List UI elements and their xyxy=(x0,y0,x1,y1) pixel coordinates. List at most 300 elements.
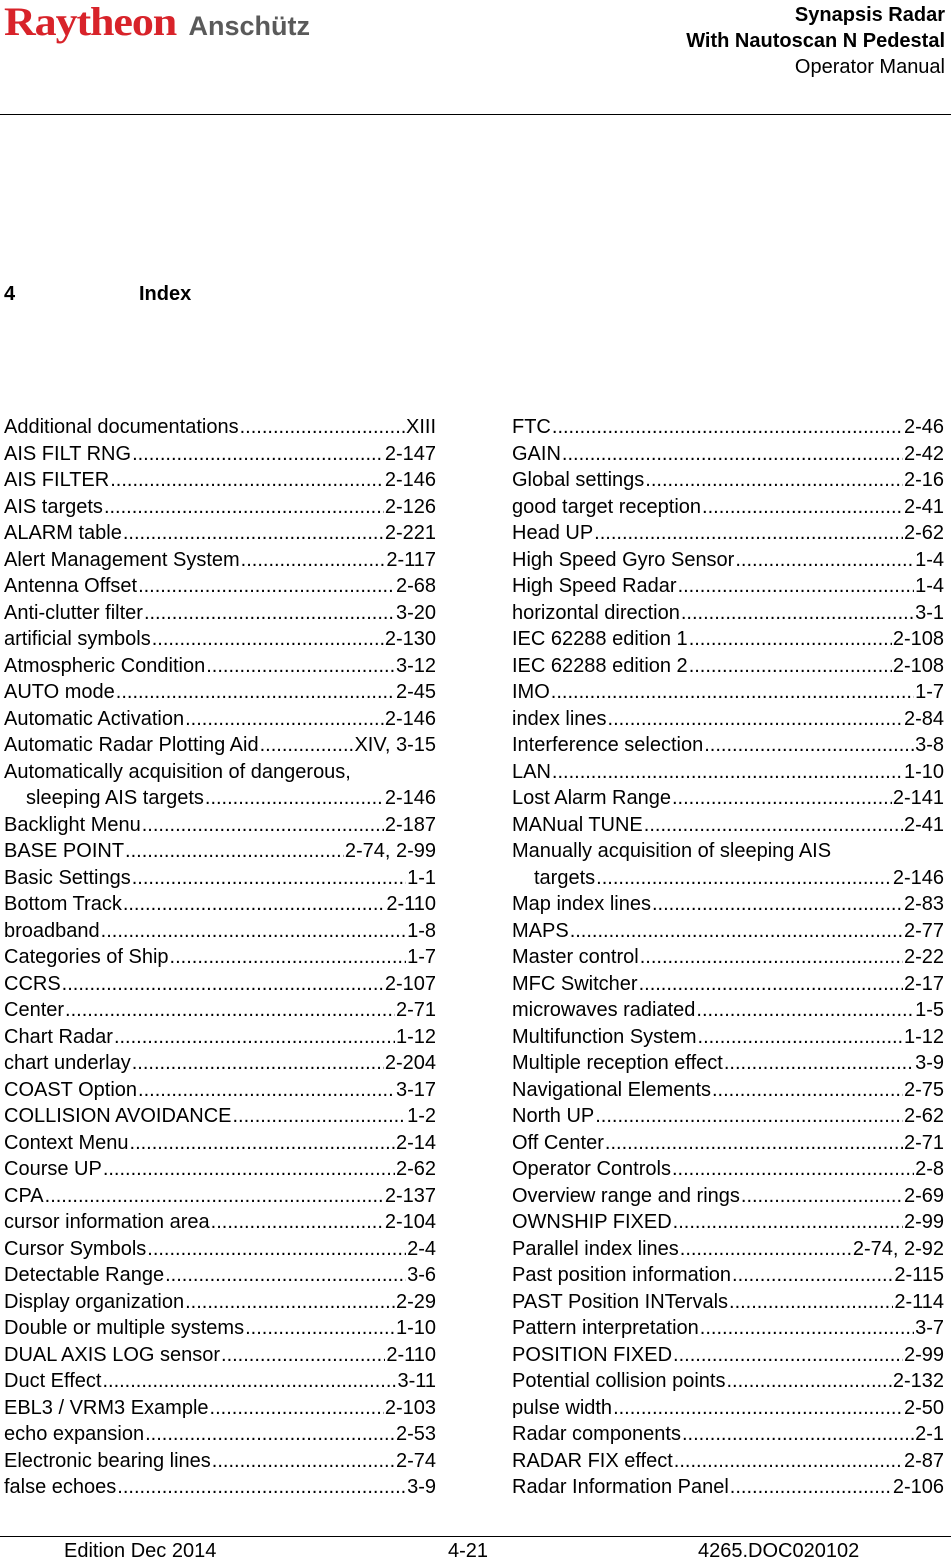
index-entry-term: index lines xyxy=(512,707,607,730)
dot-leader xyxy=(735,547,914,574)
index-entry-term: CCRS xyxy=(4,972,61,995)
index-entry-term: horizontal direction xyxy=(512,601,680,624)
index-entry xyxy=(512,1448,944,1475)
index-entry xyxy=(4,812,436,839)
index-entry-page: 2-83 xyxy=(903,893,944,915)
index-entry-page: 2-42 xyxy=(903,442,944,465)
dot-leader xyxy=(724,1050,914,1077)
index-entry-term: Cursor Symbols xyxy=(4,1237,147,1260)
index-entry xyxy=(512,1156,944,1183)
index-entry xyxy=(4,1156,436,1183)
dot-leader xyxy=(640,944,903,971)
index-entry xyxy=(512,812,944,839)
dot-leader xyxy=(672,785,892,812)
index-entry xyxy=(4,1183,436,1210)
index-entry xyxy=(512,865,944,892)
index-entry xyxy=(4,600,436,627)
index-entry xyxy=(512,1395,944,1422)
dot-leader xyxy=(595,1103,903,1130)
index-entry xyxy=(4,626,436,653)
index-entry xyxy=(4,679,436,706)
dot-leader xyxy=(552,414,903,441)
index-entry xyxy=(4,1395,436,1422)
index-entry xyxy=(512,1209,944,1236)
header-divider xyxy=(0,114,951,115)
index-entry xyxy=(4,1050,436,1077)
dot-leader xyxy=(170,944,407,971)
index-entry-term: AIS FILT RNG xyxy=(4,442,132,465)
document-title: Synapsis Radar xyxy=(794,4,945,26)
brand-logo xyxy=(4,0,310,44)
index-entry-term: Parallel index lines xyxy=(512,1237,679,1260)
index-entry-page: 2-29 xyxy=(395,1290,436,1313)
dot-leader xyxy=(104,494,384,521)
index-entry-term: pulse width xyxy=(512,1396,613,1419)
dot-leader xyxy=(211,1209,384,1236)
index-entry xyxy=(4,653,436,680)
index-entry-term: Potential collision points xyxy=(512,1370,726,1392)
index-entry-term: FTC xyxy=(512,416,551,438)
dot-leader xyxy=(672,1156,914,1183)
index-entry-term: Radar Information Panel xyxy=(512,1476,729,1498)
index-entry-term: North UP xyxy=(512,1105,595,1127)
dot-leader xyxy=(570,918,903,945)
dot-leader xyxy=(240,414,405,441)
index-entry-page: 2-146 xyxy=(892,866,944,889)
index-entry-term: MANual TUNE xyxy=(512,813,643,836)
index-entry xyxy=(512,1130,944,1157)
dot-leader xyxy=(644,812,903,839)
index-entry xyxy=(4,1421,436,1448)
dot-leader xyxy=(232,1103,406,1130)
index-entry-term: IEC 62288 edition 1 xyxy=(512,628,688,650)
dot-leader xyxy=(62,971,384,998)
index-entry-page: 3-6 xyxy=(407,1264,436,1286)
index-entry-page: 2-107 xyxy=(384,972,436,995)
index-entry xyxy=(4,414,436,441)
index-entry-page: 2-108 xyxy=(892,628,944,650)
index-entry xyxy=(512,414,944,441)
index-entry-page: 2-1 xyxy=(915,1423,944,1445)
dot-leader xyxy=(114,1024,395,1051)
index-entry-page: 3-11 xyxy=(397,1370,436,1392)
index-entry-term: Duct Effect xyxy=(4,1370,102,1392)
index-entry-page: 1-8 xyxy=(407,919,436,942)
index-entry-page: 2-147 xyxy=(384,442,436,465)
index-entry-term: Antenna Offset xyxy=(4,575,138,597)
dot-leader xyxy=(221,1342,385,1369)
dot-leader xyxy=(116,679,395,706)
chapter-title: Index xyxy=(139,283,192,305)
dot-leader xyxy=(210,1395,384,1422)
index-entry-page: 2-62 xyxy=(903,1105,944,1127)
index-entry xyxy=(512,679,944,706)
dot-leader xyxy=(132,441,384,468)
index-entry-page: 2-103 xyxy=(384,1396,436,1419)
index-entry xyxy=(4,997,436,1024)
dot-leader xyxy=(103,1156,395,1183)
index-entry-term: MFC Switcher xyxy=(512,972,638,995)
index-entry-term: targets xyxy=(534,866,596,889)
footer-edition: Edition Dec 2014 xyxy=(64,1540,217,1562)
index-entry-term: Electronic bearing lines xyxy=(4,1449,211,1472)
index-entry-page: 1-5 xyxy=(915,999,944,1021)
index-entry-term: Lost Alarm Range xyxy=(512,787,671,809)
index-entry-term: Course UP xyxy=(4,1158,102,1180)
dot-leader xyxy=(110,467,384,494)
index-entry xyxy=(4,547,436,574)
index-entry-term: COLLISION AVOIDANCE xyxy=(4,1105,232,1127)
index-entry-page: 3-20 xyxy=(395,601,436,624)
index-entry-term: Interference selection xyxy=(512,734,704,756)
index-entry xyxy=(4,1103,436,1130)
index-entry xyxy=(512,971,944,998)
index-entry-term: Atmospheric Condition xyxy=(4,654,206,677)
index-entry-term: Bottom Track xyxy=(4,893,122,915)
index-entry-term: ALARM table xyxy=(4,522,122,544)
index-entry-page: 2-53 xyxy=(395,1423,436,1445)
index-entry xyxy=(4,494,436,521)
index-entry-page: 2-132 xyxy=(892,1370,944,1392)
index-entry-page: 2-130 xyxy=(384,628,436,650)
index-entry-term: broadband xyxy=(4,919,100,942)
index-entry xyxy=(512,997,944,1024)
index-entry-page: 2-71 xyxy=(903,1131,944,1154)
dot-leader xyxy=(551,679,914,706)
dot-leader xyxy=(562,441,903,468)
index-entry xyxy=(512,1368,944,1395)
index-entry-page: 2-71 xyxy=(395,999,436,1021)
index-entry-page: 2-77 xyxy=(903,919,944,942)
dot-leader xyxy=(212,1448,395,1475)
index-entry xyxy=(512,1315,944,1342)
index-entry-page: 3-8 xyxy=(915,734,944,756)
index-entry-page: 2-108 xyxy=(892,654,944,677)
dot-leader xyxy=(185,1289,395,1316)
index-entry xyxy=(4,1315,436,1342)
index-entry-term: IEC 62288 edition 2 xyxy=(512,654,688,677)
index-entry-page: 2-126 xyxy=(384,495,436,518)
dot-leader xyxy=(702,494,903,521)
dot-leader xyxy=(726,1368,891,1395)
dot-leader xyxy=(741,1183,903,1210)
index-entry xyxy=(512,1103,944,1130)
index-entry-term: Navigational Elements xyxy=(512,1078,711,1101)
index-entry xyxy=(4,1474,436,1501)
index-entry-term: microwaves radiated xyxy=(512,999,696,1021)
index-entry-page: 2-137 xyxy=(384,1184,436,1207)
dot-leader xyxy=(704,732,914,759)
chapter-number: 4 xyxy=(4,283,16,305)
index-entry-page: 2-187 xyxy=(384,813,436,836)
index-entry xyxy=(4,1024,436,1051)
index-entry-term: Global settings xyxy=(512,469,645,491)
dot-leader xyxy=(552,759,903,786)
index-entry xyxy=(4,918,436,945)
brand-name: Raytheon xyxy=(4,0,177,44)
index-entry xyxy=(512,1474,944,1501)
index-entry-term: IMO xyxy=(512,681,550,703)
index-entry xyxy=(4,865,436,892)
index-entry-term: artificial symbols xyxy=(4,628,151,650)
index-entry-term: Alert Management System xyxy=(4,548,240,571)
index-entry-page: 2-17 xyxy=(903,972,944,995)
index-entry xyxy=(512,520,944,547)
dot-leader xyxy=(729,1289,893,1316)
index-entry-term: Display organization xyxy=(4,1290,185,1313)
index-entry-term: Detectable Range xyxy=(4,1264,165,1286)
index-entry-page: 2-22 xyxy=(903,946,944,968)
index-entry xyxy=(4,1262,436,1289)
index-entry-page: 2-99 xyxy=(903,1211,944,1233)
footer-page-number: 4-21 xyxy=(448,1540,489,1562)
document-type: Operator Manual xyxy=(794,56,945,78)
index-entry-term: PAST Position INTervals xyxy=(512,1290,729,1313)
index-entry-page: 2-14 xyxy=(395,1131,436,1154)
index-entry-page: 2-104 xyxy=(384,1211,436,1233)
index-entry-page: 1-12 xyxy=(395,1025,436,1048)
index-entry-term: AIS FILTER xyxy=(4,469,110,491)
index-entry-term: Anti-clutter filter xyxy=(4,601,143,624)
index-entry-term: Automatically acquisition of dangerous, xyxy=(4,760,351,783)
index-entry xyxy=(4,838,436,865)
index-entry-term: GAIN xyxy=(512,442,561,465)
index-entry-page: 1-1 xyxy=(407,866,436,889)
index-entry-page: 1-12 xyxy=(903,1025,944,1048)
index-entry-term: Map index lines xyxy=(512,893,651,915)
index-entry-term: BASE POINT xyxy=(4,840,125,862)
index-entry-term: CPA xyxy=(4,1184,44,1207)
dot-leader xyxy=(241,547,386,574)
index-entry-page: 2-87 xyxy=(903,1449,944,1472)
dot-leader xyxy=(152,626,384,653)
dot-leader xyxy=(594,520,903,547)
index-entry-term: Categories of Ship xyxy=(4,946,169,968)
index-entry xyxy=(512,600,944,627)
footer-doc-id: 4265.DOC020102 xyxy=(698,1540,860,1562)
index-entry-page: 2-46 xyxy=(903,416,944,438)
index-entry xyxy=(512,1289,944,1316)
dot-leader xyxy=(613,1395,903,1422)
index-entry-page: 1-4 xyxy=(915,575,944,597)
index-entry-term: Past position information xyxy=(512,1264,732,1286)
index-entry-page: XIV, 3-15 xyxy=(354,734,436,756)
dot-leader xyxy=(138,1077,395,1104)
index-entry-page: 2-146 xyxy=(384,707,436,730)
index-entry xyxy=(4,1448,436,1475)
index-entry xyxy=(512,759,944,786)
dot-leader xyxy=(123,891,386,918)
dot-leader xyxy=(673,1209,903,1236)
index-entry-term: Head UP xyxy=(512,522,594,544)
brand-subname: Anschütz xyxy=(188,11,310,41)
index-entry-page: 2-146 xyxy=(384,469,436,491)
index-entry xyxy=(512,626,944,653)
index-entry-term: Basic Settings xyxy=(4,866,131,889)
index-entry-page: 2-62 xyxy=(903,522,944,544)
index-entry-page: 2-141 xyxy=(892,787,944,809)
dot-leader xyxy=(117,1474,406,1501)
index-entry-page: 1-10 xyxy=(903,760,944,783)
index-entry xyxy=(4,706,436,733)
index-entry-page: 2-204 xyxy=(384,1052,436,1074)
index-entry-term: good target reception xyxy=(512,495,702,518)
index-entry-term: DUAL AXIS LOG sensor xyxy=(4,1343,221,1366)
index-entry xyxy=(4,1236,436,1263)
dot-leader xyxy=(45,1183,384,1210)
index-entry xyxy=(512,706,944,733)
index-entry-page: 3-17 xyxy=(395,1078,436,1101)
index-entry-page: 2-114 xyxy=(894,1290,944,1313)
index-entry-term: Backlight Menu xyxy=(4,813,141,836)
dot-leader xyxy=(605,1130,903,1157)
index-entry-page: 3-12 xyxy=(395,654,436,677)
index-entry-page: 2-41 xyxy=(903,813,944,836)
dot-leader xyxy=(645,467,903,494)
dot-leader xyxy=(102,1368,396,1395)
index-entry-term: cursor information area xyxy=(4,1211,210,1233)
index-entry xyxy=(512,1236,944,1263)
index-entry xyxy=(512,732,944,759)
dot-leader xyxy=(700,1315,914,1342)
index-entry-page: 1-2 xyxy=(407,1105,436,1127)
index-entry-term: Operator Controls xyxy=(512,1158,671,1180)
index-entry-term: Chart Radar xyxy=(4,1025,113,1048)
index-entry-term: Automatic Radar Plotting Aid xyxy=(4,734,259,756)
index-entry xyxy=(4,1209,436,1236)
index-entry-term: chart underlay xyxy=(4,1052,131,1074)
index-entry-page: 2-50 xyxy=(903,1396,944,1419)
index-entry xyxy=(512,891,944,918)
index-entry xyxy=(512,547,944,574)
index-entry xyxy=(512,467,944,494)
index-entry xyxy=(512,1421,944,1448)
index-entry xyxy=(4,732,436,759)
index-entry xyxy=(512,1183,944,1210)
dot-leader xyxy=(682,1421,914,1448)
index-entry-page: 2-74 xyxy=(395,1449,436,1472)
index-column-right xyxy=(512,414,944,1501)
index-entry xyxy=(512,944,944,971)
dot-leader xyxy=(125,838,344,865)
index-entry-term: Overview range and rings xyxy=(512,1184,740,1207)
dot-leader xyxy=(101,918,406,945)
index-entry-page: 2-16 xyxy=(903,469,944,491)
index-entry xyxy=(512,653,944,680)
index-entry-page: 2-75 xyxy=(903,1078,944,1101)
index-entry-term: Context Menu xyxy=(4,1131,129,1154)
dot-leader xyxy=(608,706,903,733)
index-entry xyxy=(512,573,944,600)
index-entry xyxy=(512,1050,944,1077)
dot-leader xyxy=(130,1130,395,1157)
dot-leader xyxy=(673,1342,903,1369)
dot-leader xyxy=(65,997,395,1024)
index-entry-term: AIS targets xyxy=(4,495,103,518)
index-entry xyxy=(4,891,436,918)
index-entry-page: 2-8 xyxy=(915,1158,944,1180)
footer-divider xyxy=(0,1536,951,1537)
index-entry xyxy=(4,971,436,998)
index-entry-term: sleeping AIS targets xyxy=(26,787,204,809)
index-entry-page: 2-74, 2-99 xyxy=(344,840,436,862)
index-entry-term: Off Center xyxy=(512,1131,604,1154)
index-entry-term: false echoes xyxy=(4,1476,117,1498)
index-entry-term: MAPS xyxy=(512,919,569,942)
dot-leader xyxy=(698,1024,903,1051)
index-entry-page: 2-110 xyxy=(386,893,436,915)
index-entry-page: 2-68 xyxy=(395,575,436,597)
index-entry-term: Center xyxy=(4,999,65,1021)
index-entry-page: 2-84 xyxy=(903,707,944,730)
index-entry-page: 3-9 xyxy=(407,1476,436,1498)
index-entry xyxy=(4,520,436,547)
dot-leader xyxy=(144,600,395,627)
dot-leader xyxy=(689,626,892,653)
index-entry xyxy=(512,1077,944,1104)
index-entry xyxy=(4,944,436,971)
index-entry xyxy=(4,1130,436,1157)
dot-leader xyxy=(165,1262,406,1289)
dot-leader xyxy=(681,600,914,627)
index-entry-page: 2-110 xyxy=(386,1343,436,1366)
index-entry-page: 2-41 xyxy=(903,495,944,518)
index-entry-term: POSITION FIXED xyxy=(512,1343,673,1366)
index-entry-term: Pattern interpretation xyxy=(512,1317,699,1339)
index-entry-page: 2-99 xyxy=(903,1343,944,1366)
index-entry xyxy=(512,918,944,945)
index-entry xyxy=(4,1077,436,1104)
dot-leader xyxy=(206,653,395,680)
index-entry-term: Manually acquisition of sleeping AIS xyxy=(512,840,832,862)
dot-leader xyxy=(205,785,384,812)
index-entry xyxy=(512,441,944,468)
dot-leader xyxy=(245,1315,395,1342)
index-entry xyxy=(4,467,436,494)
index-entry-page: 2-4 xyxy=(407,1237,436,1260)
dot-leader xyxy=(674,1448,903,1475)
index-entry-term: RADAR FIX effect xyxy=(512,1449,673,1472)
index-entry-page: 2-106 xyxy=(892,1476,944,1498)
dot-leader xyxy=(145,1421,395,1448)
dot-leader xyxy=(147,1236,406,1263)
dot-leader xyxy=(652,891,903,918)
index-entry-term: LAN xyxy=(512,760,551,783)
dot-leader xyxy=(639,971,903,998)
index-entry-term: Radar components xyxy=(512,1423,681,1445)
dot-leader xyxy=(132,1050,384,1077)
index-entry-term: EBL3 / VRM3 Example xyxy=(4,1396,209,1419)
index-entry xyxy=(4,441,436,468)
index-entry xyxy=(512,785,944,812)
dot-leader xyxy=(689,653,892,680)
index-entry-page: 2-117 xyxy=(386,548,436,571)
index-entry-term: Double or multiple systems xyxy=(4,1317,245,1339)
document-title-block xyxy=(686,2,945,80)
index-entry-page: XIII xyxy=(405,416,436,438)
dot-leader xyxy=(730,1474,892,1501)
index-entry-term: Multifunction System xyxy=(512,1025,697,1048)
index-entry xyxy=(4,785,436,812)
index-entry-page: 1-10 xyxy=(395,1317,436,1339)
dot-leader xyxy=(260,732,354,759)
index-entry xyxy=(4,1289,436,1316)
dot-leader xyxy=(696,997,914,1024)
index-entry xyxy=(4,573,436,600)
dot-leader xyxy=(712,1077,903,1104)
index-entry xyxy=(4,1342,436,1369)
dot-leader xyxy=(680,1236,852,1263)
